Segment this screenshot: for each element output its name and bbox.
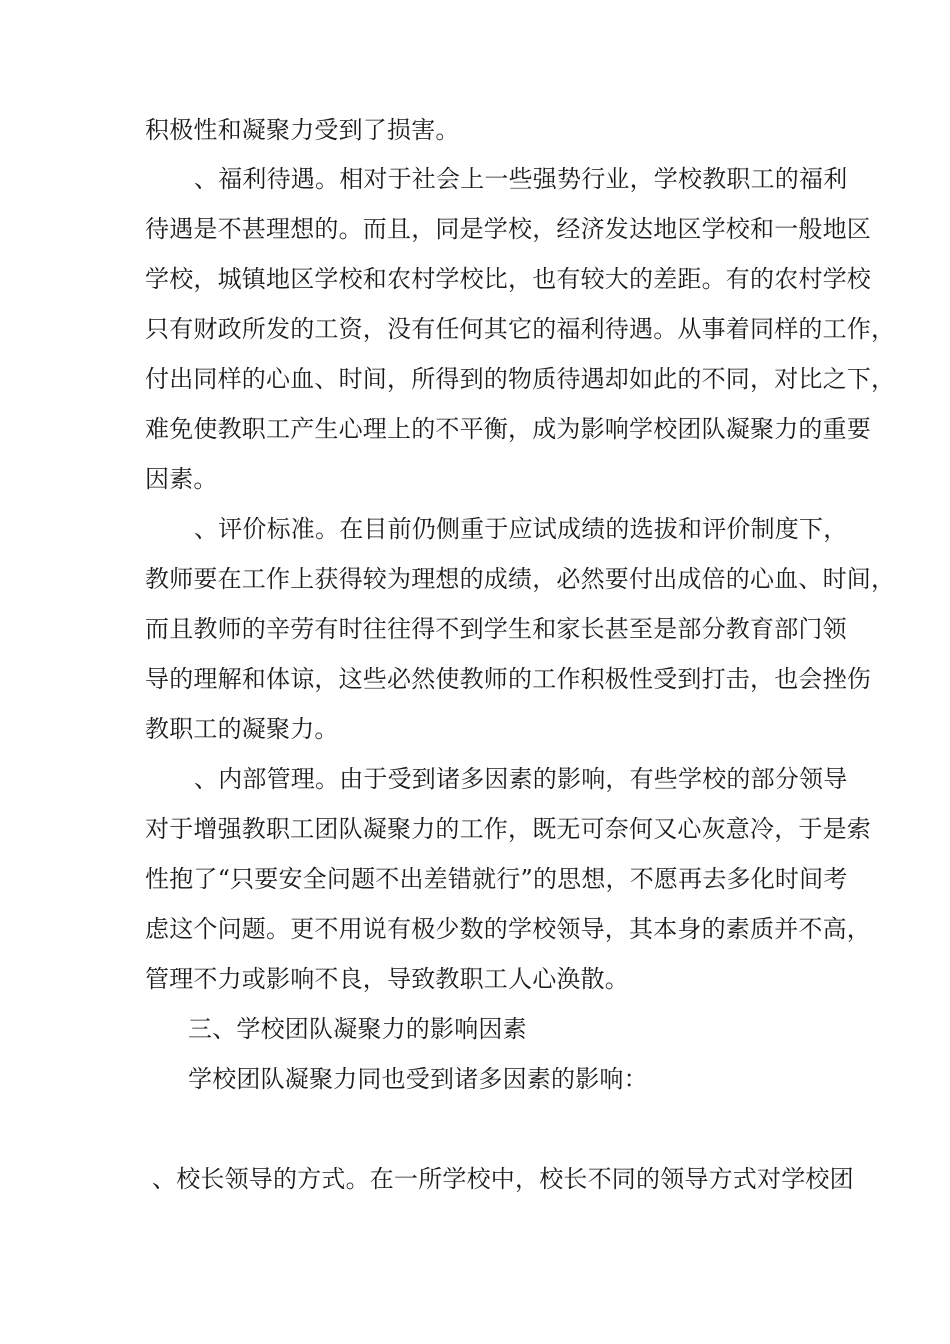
section-heading: 三、学校团队凝聚力的影响因素 bbox=[188, 1015, 527, 1043]
text-line: 、校长领导的方式。在一所学校中，校长不同的领导方式对学校团 bbox=[152, 1165, 854, 1193]
text-line: 管理不力或影响不良，导致教职工人心涣散。 bbox=[145, 965, 629, 993]
text-line: 教师要在工作上获得较为理想的成绩，必然要付出成倍的心血、时间， bbox=[145, 565, 896, 593]
text-line: 、评价标准。在目前仍侧重于应试成绩的选拔和评价制度下， bbox=[194, 515, 848, 543]
text-line: 积极性和凝聚力受到了损害。 bbox=[145, 116, 460, 144]
text-line: 而且教师的辛劳有时往往得不到学生和家长甚至是部分教育部门领 bbox=[145, 615, 847, 643]
text-line: 只有财政所发的工资，没有任何其它的福利待遇。从事着同样的工作， bbox=[145, 315, 896, 343]
text-line: 付出同样的心血、时间，所得到的物质待遇却如此的不同，对比之下， bbox=[145, 365, 896, 393]
text-line: 、内部管理。由于受到诸多因素的影响，有些学校的部分领导 bbox=[194, 765, 848, 793]
text-line: 、福利待遇。相对于社会上一些强势行业，学校教职工的福利 bbox=[194, 165, 848, 193]
text-line: 导的理解和体谅，这些必然使教师的工作积极性受到打击，也会挫伤 bbox=[145, 665, 871, 693]
text-line: 学校团队凝聚力同也受到诸多因素的影响： bbox=[188, 1065, 648, 1093]
text-line: 对于增强教职工团队凝聚力的工作，既无可奈何又心灰意冷，于是索 bbox=[145, 815, 871, 843]
text-line: 待遇是不甚理想的。而且，同是学校，经济发达地区学校和一般地区 bbox=[145, 215, 871, 243]
text-line: 虑这个问题。更不用说有极少数的学校领导，其本身的素质并不高， bbox=[145, 915, 871, 943]
text-line: 教职工的凝聚力。 bbox=[145, 715, 339, 743]
text-line: 因素。 bbox=[145, 465, 218, 493]
text-line: 学校，城镇地区学校和农村学校比，也有较大的差距。有的农村学校 bbox=[145, 265, 871, 293]
text-line: 难免使教职工产生心理上的不平衡，成为影响学校团队凝聚力的重要 bbox=[145, 415, 871, 443]
text-line: 性抱了“只要安全问题不出差错就行”的思想，不愿再去多化时间考 bbox=[145, 865, 848, 893]
